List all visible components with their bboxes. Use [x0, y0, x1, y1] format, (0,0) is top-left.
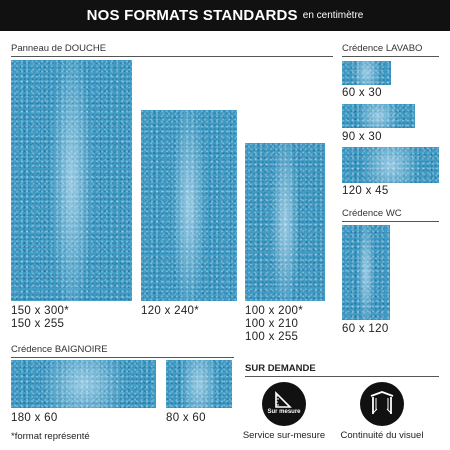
ruler-triangle-icon-graphic	[262, 382, 306, 426]
dim-lavabo-60x30: 60 x 30	[342, 87, 382, 99]
tile-douche-100x200	[245, 143, 325, 301]
sur-demande-title: SUR DEMANDE	[245, 363, 316, 374]
section-label-lavabo: Crédence LAVABO	[342, 43, 423, 54]
tile-lavabo-90x30	[342, 104, 415, 128]
dim-baignoire-80x60: 80 x 60	[166, 412, 206, 424]
section-rule-baignoire	[11, 357, 234, 358]
panel-continuity-icon-graphic	[360, 382, 404, 426]
page-subtitle: en centimètre	[302, 10, 364, 21]
tile-douche-120x240	[141, 110, 237, 301]
tile-lavabo-60x30	[342, 61, 391, 85]
section-rule-lavabo	[342, 56, 439, 57]
dim-line: 120 x 240*	[141, 305, 199, 317]
page-header	[0, 0, 450, 31]
dim-douche-1	[11, 305, 69, 331]
ruler-triangle-icon	[262, 382, 306, 426]
section-rule-douche	[11, 56, 333, 57]
tile-baignoire-180x60	[11, 360, 156, 408]
service-label-sur-mesure: Service sur-mesure	[242, 430, 326, 441]
dim-line: 150 x 300*	[11, 305, 69, 317]
tile-lavabo-120x45	[342, 147, 439, 183]
dim-lavabo-90x30: 90 x 30	[342, 131, 382, 143]
section-rule-wc	[342, 221, 439, 222]
dim-line: 100 x 255	[245, 331, 299, 343]
section-label-baignoire: Crédence BAIGNOIRE	[11, 344, 108, 355]
section-rule-sur-demande	[245, 376, 439, 377]
dim-line: 100 x 200*	[245, 305, 303, 317]
page-title: NOS FORMATS STANDARDS	[86, 7, 298, 24]
dim-line: 100 x 210	[245, 318, 299, 330]
dim-wc-60x120: 60 x 120	[342, 323, 389, 335]
service-label-continuite: Continuité du visuel	[340, 430, 424, 441]
dim-line: 150 x 255	[11, 318, 65, 330]
tile-wc-60x120	[342, 225, 390, 320]
tile-douche-150x300	[11, 60, 132, 301]
footnote: *format représenté	[11, 431, 90, 442]
panel-continuity-icon	[360, 382, 404, 426]
dim-douche-3	[245, 305, 303, 344]
section-label-wc: Crédence WC	[342, 208, 402, 219]
tile-baignoire-80x60	[166, 360, 232, 408]
sur-mesure-badge: Sur mesure	[267, 409, 301, 415]
dim-douche-2	[141, 305, 199, 318]
section-label-douche: Panneau de DOUCHE	[11, 43, 107, 54]
dim-baignoire-180x60: 180 x 60	[11, 412, 58, 424]
dim-lavabo-120x45: 120 x 45	[342, 185, 389, 197]
